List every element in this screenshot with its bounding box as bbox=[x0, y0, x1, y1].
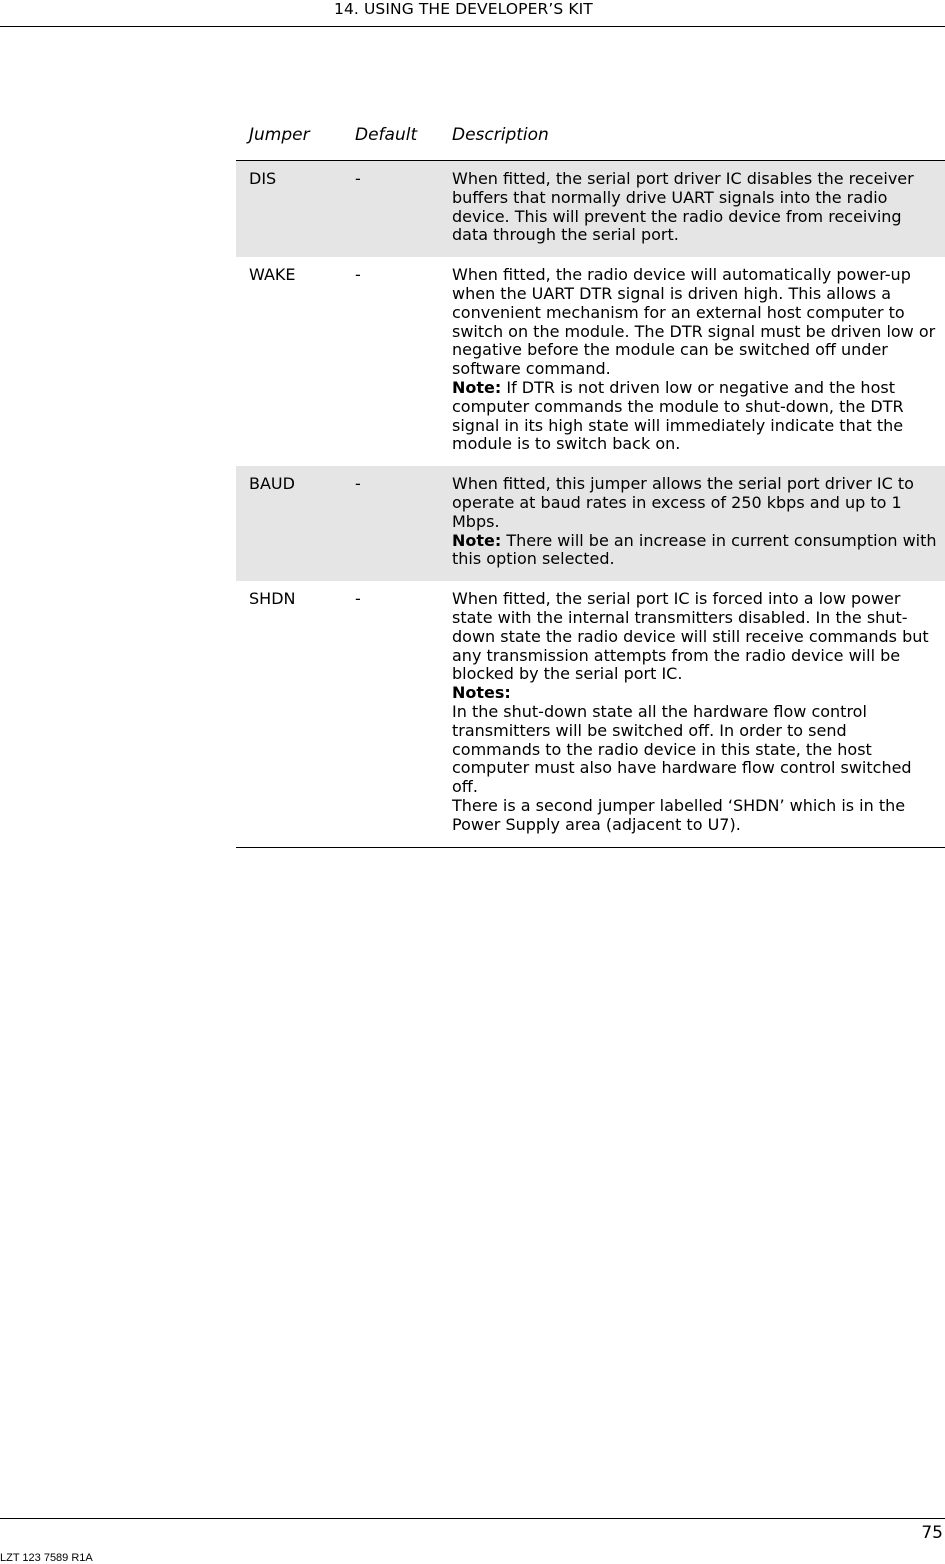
default-cell: - bbox=[342, 161, 439, 258]
chapter-title: 14. USING THE DEVELOPER’S KIT bbox=[334, 0, 593, 18]
note-paragraph-text: There is a second jumper labelled ‘SHDN’ which is in the Power Supply area (adjacent to U7). bbox=[452, 795, 906, 834]
description-text: When fitted, the serial port IC is forced into a low power state with the internal transmitters disabled. In the shut-down state the radio device will still receive commands but any transmission attempts from the radio device will be blocked by the serial port IC. bbox=[452, 589, 929, 684]
note-text: If DTR is not driven low or negative and the host computer commands the module to shut-down, the DTR signal in its high state will immediately indicate that the module is to switch back on. bbox=[452, 377, 904, 454]
description-text: When fitted, the serial port driver IC disables the receiver buffers that normally drive UART signals into the radio device. This will prevent the radio device from receiving data through the serial port. bbox=[452, 169, 914, 245]
description-cell bbox=[439, 581, 945, 847]
note-label: Note: bbox=[452, 530, 502, 550]
table-header bbox=[236, 113, 945, 161]
jumper-cell: SHDN bbox=[236, 581, 342, 847]
jumper-table bbox=[236, 113, 945, 848]
document-number: LZT 123 7589 R1A bbox=[0, 1552, 93, 1564]
table-row-dis bbox=[236, 161, 945, 258]
description-text: When fitted, the radio device will automatically power-up when the UART DTR signal is driven high. This allows a convenient mechanism for an external host computer to switch on the module. The DTR signal must be driven low or negative before the module can be switched off under software command. bbox=[452, 265, 936, 379]
default-cell: - bbox=[342, 466, 439, 581]
page-number: 75 bbox=[921, 1523, 943, 1543]
page-footer bbox=[0, 1518, 945, 1564]
description-cell bbox=[439, 466, 945, 581]
table-header-row bbox=[236, 113, 945, 161]
description-paragraph bbox=[452, 266, 939, 379]
default-cell: - bbox=[355, 265, 361, 285]
table-row-baud bbox=[236, 466, 945, 581]
description-paragraph bbox=[452, 590, 939, 684]
column-header-description: Description bbox=[439, 113, 945, 161]
description-text: When fitted, this jumper allows the serial port driver IC to operate at baud rates in excess of 250 kbps and up to 1 Mbps. bbox=[452, 474, 914, 531]
column-header-default: Default bbox=[342, 113, 439, 161]
description-cell bbox=[439, 257, 945, 466]
description-note bbox=[452, 532, 939, 570]
column-header-jumper: Jumper bbox=[236, 113, 342, 161]
description-note bbox=[452, 379, 939, 454]
note-text: There will be an increase in current consumption with this option selected. bbox=[452, 530, 937, 569]
description-paragraph bbox=[452, 170, 939, 245]
description-cell bbox=[439, 161, 945, 258]
notes-label: Notes: bbox=[452, 683, 511, 703]
notes-heading bbox=[452, 684, 939, 703]
table-body bbox=[236, 161, 945, 848]
note-paragraph bbox=[452, 703, 939, 797]
table-row-wake bbox=[236, 257, 945, 466]
default-cell: - bbox=[342, 581, 439, 847]
note-label: Note: bbox=[452, 377, 502, 397]
note-paragraph-text: In the shut-down state all the hardware flow control transmitters will be switched off. In order to send commands to the radio device in this state, the host computer must also have hardware flow control switched off. bbox=[452, 701, 912, 797]
description-paragraph bbox=[452, 475, 939, 531]
table-row-shdn bbox=[236, 581, 945, 847]
page-header bbox=[0, 0, 945, 27]
jumper-cell: BAUD bbox=[236, 466, 342, 581]
jumper-cell: DIS bbox=[236, 161, 342, 258]
note-paragraph bbox=[452, 797, 939, 835]
jumper-cell: WAKE bbox=[249, 265, 296, 285]
